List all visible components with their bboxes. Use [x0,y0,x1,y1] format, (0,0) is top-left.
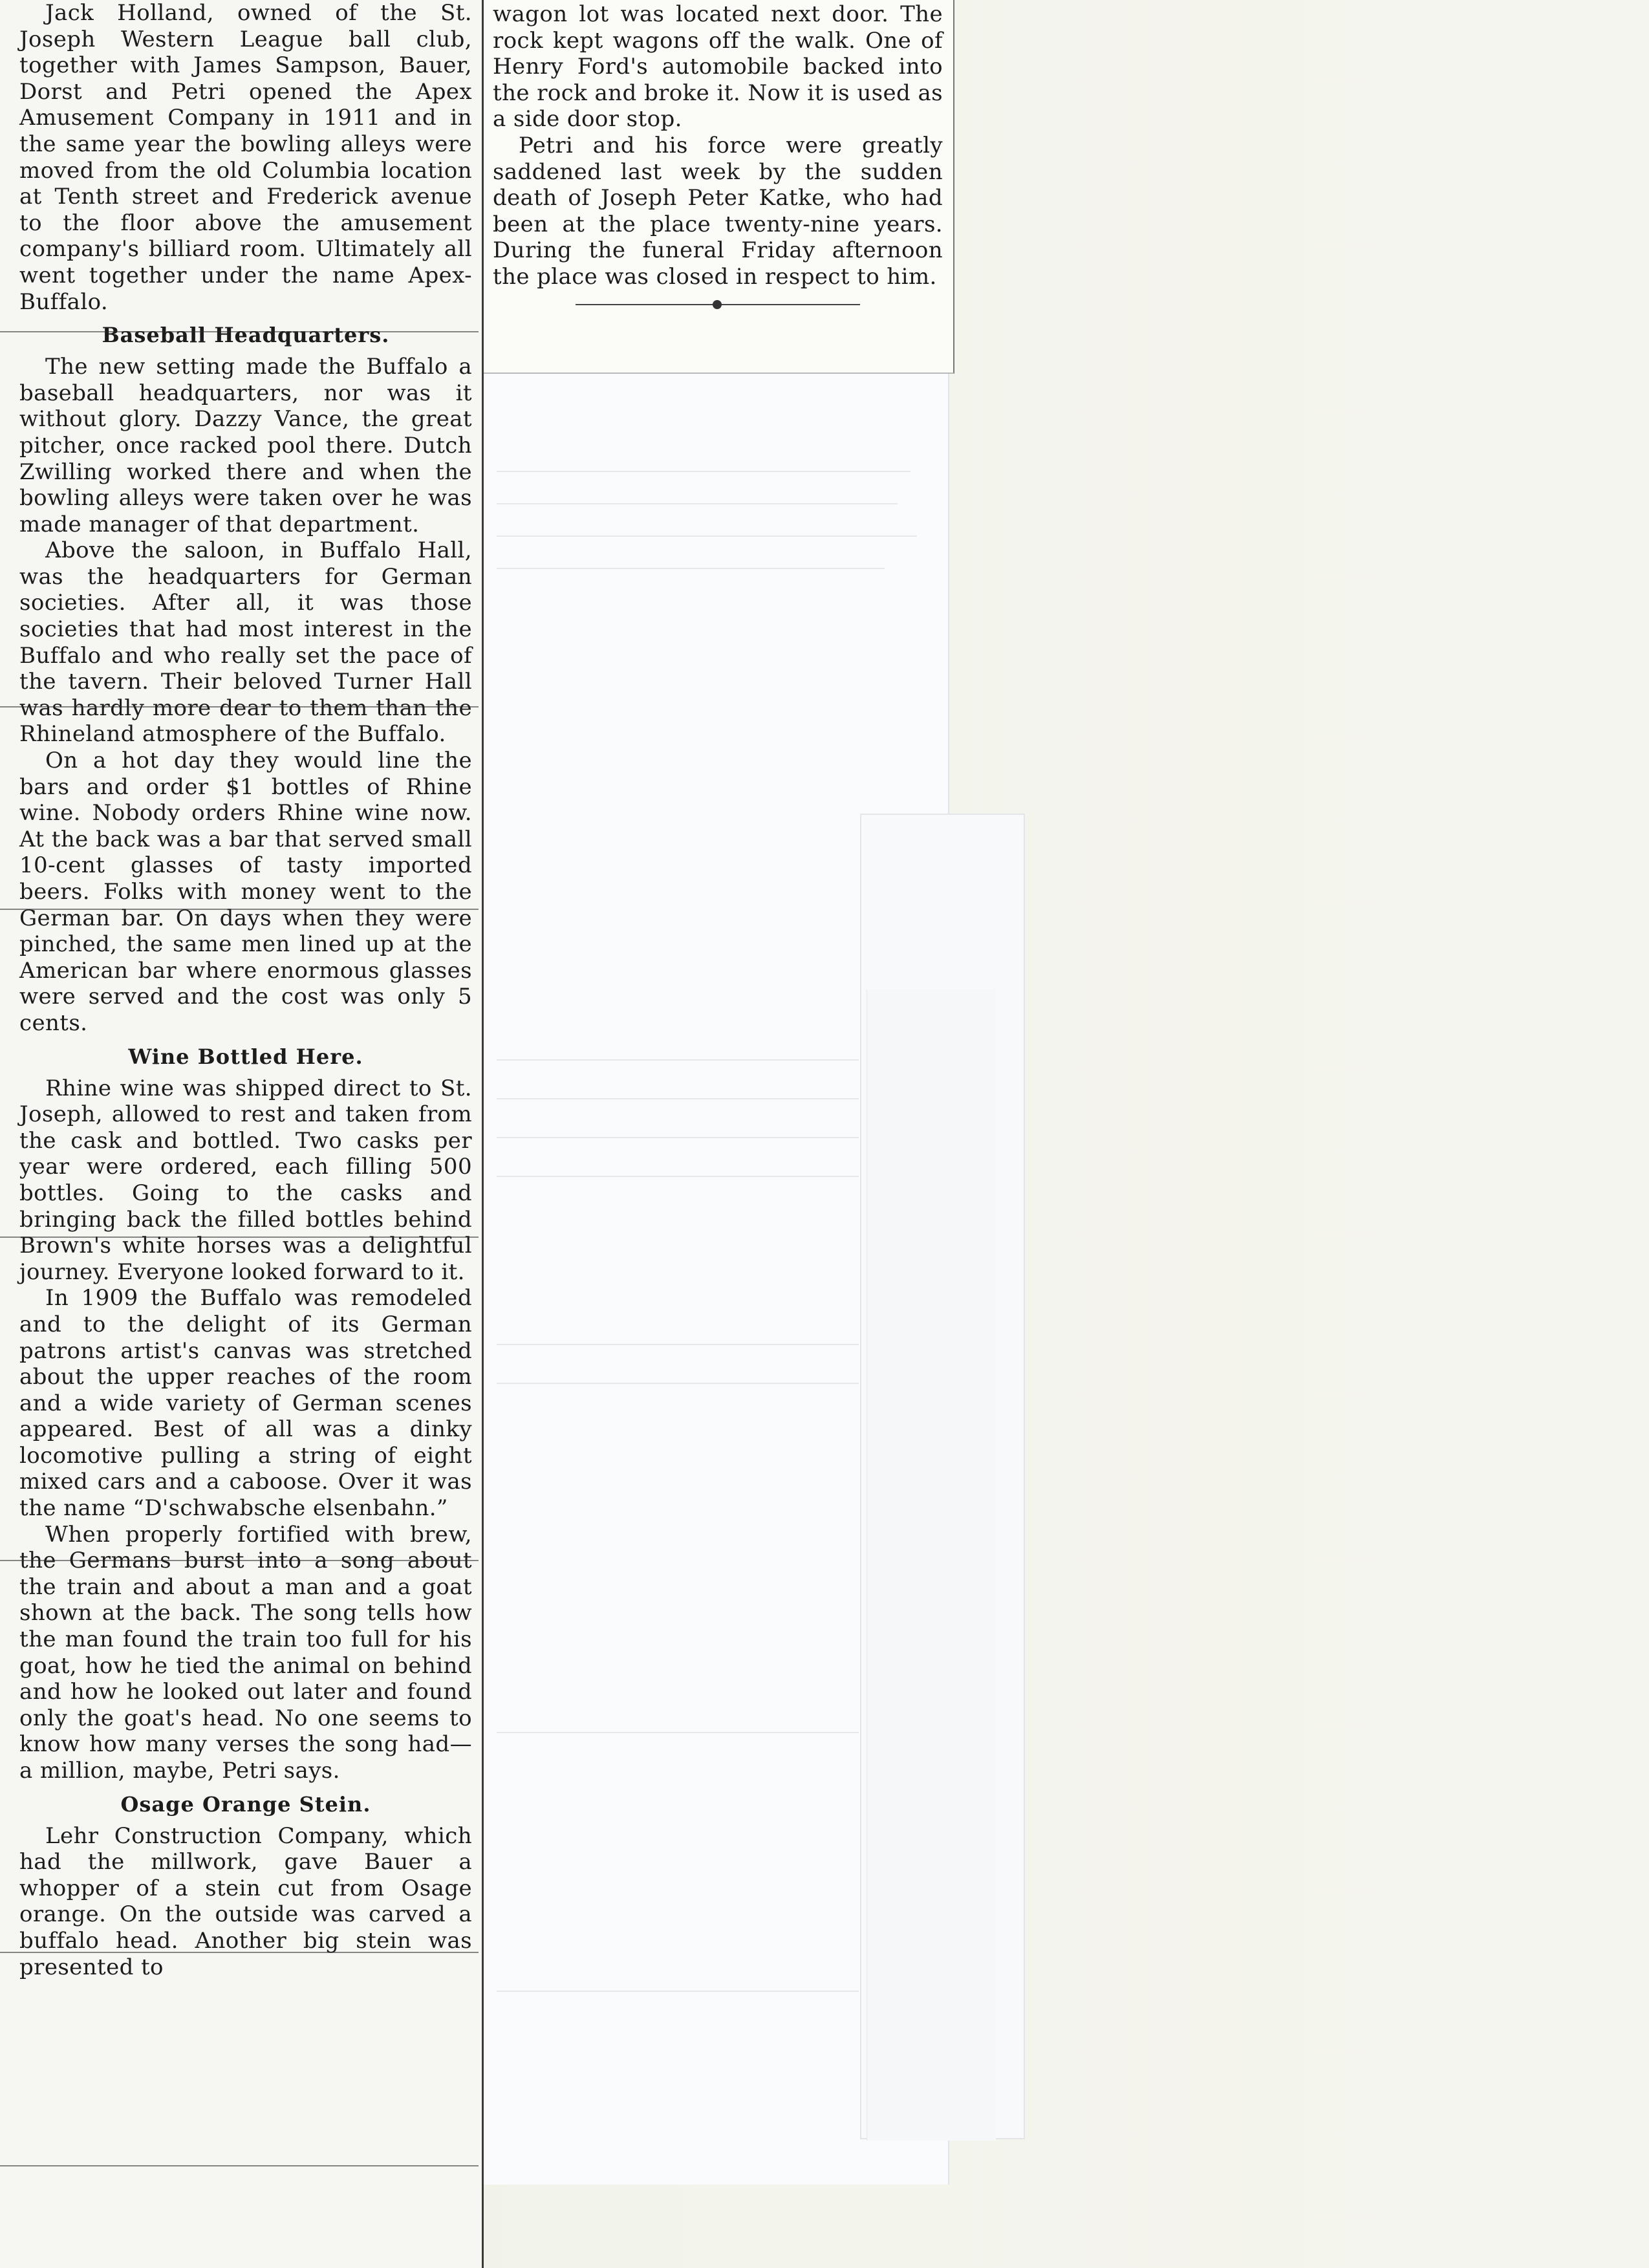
paragraph: Jack Holland, owned of the St. Joseph Western League ball club, together with James Sampson, Bauer, Dorst and Petri opened the Apex Amusement Company in 1911 and in the same year the bowling alleys were moved from the old Columbia location at Tenth street and Frederick avenue to the floor above the amusement company's billiard room. Ultimately all went together under the name Apex-Buffalo. [19,0,472,315]
show-through-line [497,1344,859,1345]
scan-fold-line [0,1560,479,1561]
show-through-line [497,471,911,472]
paragraph: Rhine wine was shipped direct to St. Joseph, allowed to rest and taken from the cask and bottled. Two casks per year were ordered, each filling 500 bottles. Going to the casks and bringing back the filled bottles behind Brown's white horses was a delightful journey. Everyone looked forward to it. [19,1075,472,1285]
scan-fold-line [0,909,479,910]
show-through-line [497,568,885,569]
paragraph: On a hot day they would line the bars and order $1 bottles of Rhine wine. Nobody orders Rhine wine now. At the back was a bar that served small 10-cent glasses of tasty imported beers. Folks with money went to the German bar. On days when they were pinched, the same men lined up at the American bar where enormous glasses were served and the cost was only 5 cents. [19,748,472,1036]
scan-fold-line [0,706,479,707]
paragraph: In 1909 the Buffalo was remodeled and to the delight of its German patrons artist's canvas was stretched about the upper reaches of the room and a wide variety of German scenes appeared. Best of all was a dinky locomotive pulling a string of eight mixed cars and a caboose. Over it was the name “D'schwabsche elsenbahn.” [19,1285,472,1522]
show-through-line [497,1137,859,1138]
show-through-line [497,1176,859,1177]
paragraph: Lehr Construction Company, which had the millwork, gave Bauer a whopper of a stein cut from Osage orange. On the outside was carved a buffalo head. Another big stein was presented to [19,1822,472,1980]
show-through-line [497,535,917,537]
blank-paper-strip-inner [867,989,996,2141]
section-heading: Baseball Headquarters. [102,323,390,348]
article-column-right [493,1,943,310]
end-rule-dot [713,300,722,309]
show-through-line [497,1732,859,1733]
article-end-rule [576,299,860,310]
paragraph: The new setting made the Buffalo a baseball headquarters, nor was it without glory. Dazzy Vance, the great pitcher, once racked pool there. Dutch Zwilling worked there and when the bowling alleys were taken over he was made manager of that department. [19,354,472,537]
paragraph: Petri and his force were greatly saddened last week by the sudden death of Joseph Peter Katke, who had been at the place twenty-nine years. During the funeral Friday afternoon the place was closed in respect to him. [493,132,943,290]
newspaper-clipping-left [0,0,484,2268]
show-through-line [497,1991,859,1992]
paragraph: wagon lot was located next door. The rock kept wagons off the walk. One of Henry Ford's automobile backed into the rock and broke it. Now it is used as a side door stop. [493,1,943,133]
section-heading: Osage Orange Stein. [120,1791,371,1817]
show-through-line [497,1059,859,1061]
newspaper-clipping-right [484,0,954,374]
show-through-line [497,1383,859,1384]
section-heading: Wine Bottled Here. [128,1044,363,1069]
paragraph: When properly fortified with brew, the Germans burst into a song about the train and about a man and a goat shown at the back. The song tells how the man found the train too full for his goat, how he tied the animal on behind and how he looked out later and found only the goat's head. No one seems to know how many verses the song had—a million, maybe, Petri says. [19,1521,472,1784]
article-column-left [19,0,472,1980]
scan-fold-line [0,1237,479,1238]
scan-fold-line [0,331,479,332]
paragraph: Above the saloon, in Buffalo Hall, was the headquarters for German societies. After all, it was those societies that had most interest in the Buffalo and who really set the pace of the tavern. Their beloved Turner Hall was hardly more dear to them than the Rhineland atmosphere of the Buffalo. [19,537,472,748]
show-through-line [497,1098,859,1099]
show-through-line [497,503,898,504]
scan-fold-line [0,2165,479,2166]
scan-fold-line [0,1952,479,1953]
